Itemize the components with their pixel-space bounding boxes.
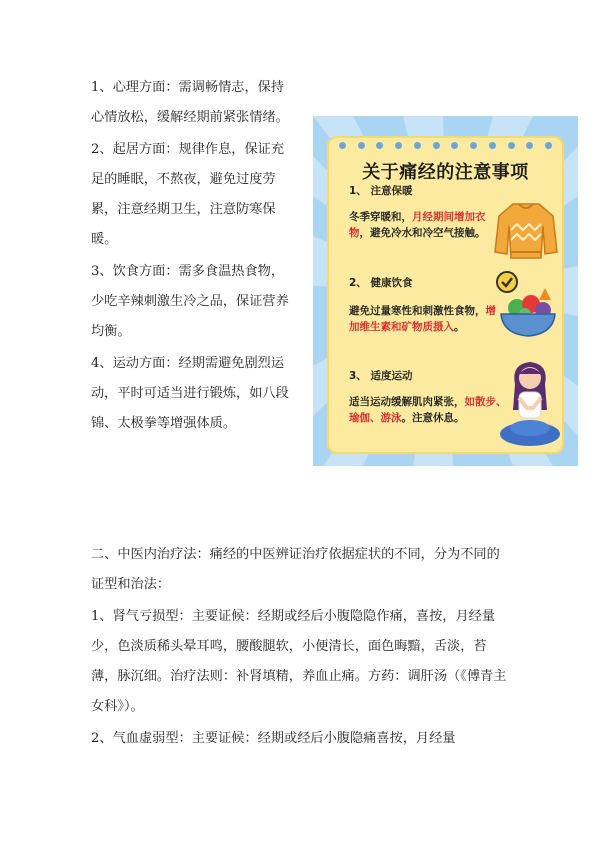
left-text-column xyxy=(91,73,296,441)
section-exercise-text: 适当运动缓解肌肉紧张，如散步、瑜伽、游泳。注意休息。 xyxy=(349,396,507,424)
kidney-deficiency-paragraph: 1、肾气亏损型：主要证候：经期或经后小腹隐隐作痛，喜按，月经量少，色淡质稀头晕耳鸣，腰酸腿软，小便清长，面色晦黯，舌淡，苔薄，脉沉细。治疗法则：补肾填精，养血止痛。方药：调肝汤（《傅青主女科》）。 xyxy=(91,609,507,714)
section-diet-heading: 2、 健康饮食 xyxy=(349,277,413,289)
poster-card xyxy=(327,136,564,454)
section-warmth-heading: 1、 注意保暖 xyxy=(349,185,413,197)
diet-paragraph: 3、饮食方面：需多食温热食物，少吃辛辣刺激生冷之品，保证营养均衡。 xyxy=(91,264,289,339)
binder-holes xyxy=(327,142,564,149)
section-warmth-text: 冬季穿暖和，月经期间增加衣物，避免冷水和冷空气接触。 xyxy=(349,211,486,239)
tcm-treatment-intro: 二、中医内治疗法：痛经的中医辨证治疗依据症状的不同，分为不同的证型和治法： xyxy=(91,547,500,592)
lifestyle-paragraph: 2、起居方面：规律作息，保证充足的睡眠，不熬夜，避免过度劳累，注意经期卫生，注意防寒保暖。 xyxy=(91,142,285,247)
psychology-paragraph: 1、心理方面：需调畅情志，保持心情放松，缓解经期前紧张情绪。 xyxy=(91,80,289,125)
poster-title: 关于痛经的注意事项 xyxy=(362,162,529,183)
exercise-paragraph: 4、运动方面：经期需避免剧烈运动，平时可适当进行锻炼，如八段锦、太极拳等增强体质。 xyxy=(91,356,289,431)
sweater-icon xyxy=(493,196,559,262)
full-width-text xyxy=(91,540,511,756)
vegetable-bowl-icon xyxy=(495,270,561,340)
yoga-woman-icon xyxy=(497,354,563,452)
section-exercise-heading: 3、 适度运动 xyxy=(349,370,413,382)
dysmenorrhea-tips-poster xyxy=(313,116,578,466)
section-diet-text: 避免过量寒性和刺激性食物，增加维生素和矿物质摄入。 xyxy=(349,305,496,333)
qi-blood-deficiency-paragraph: 2、气血虚弱型：主要证候：经期或经后小腹隐痛喜按，月经量 xyxy=(91,731,456,746)
